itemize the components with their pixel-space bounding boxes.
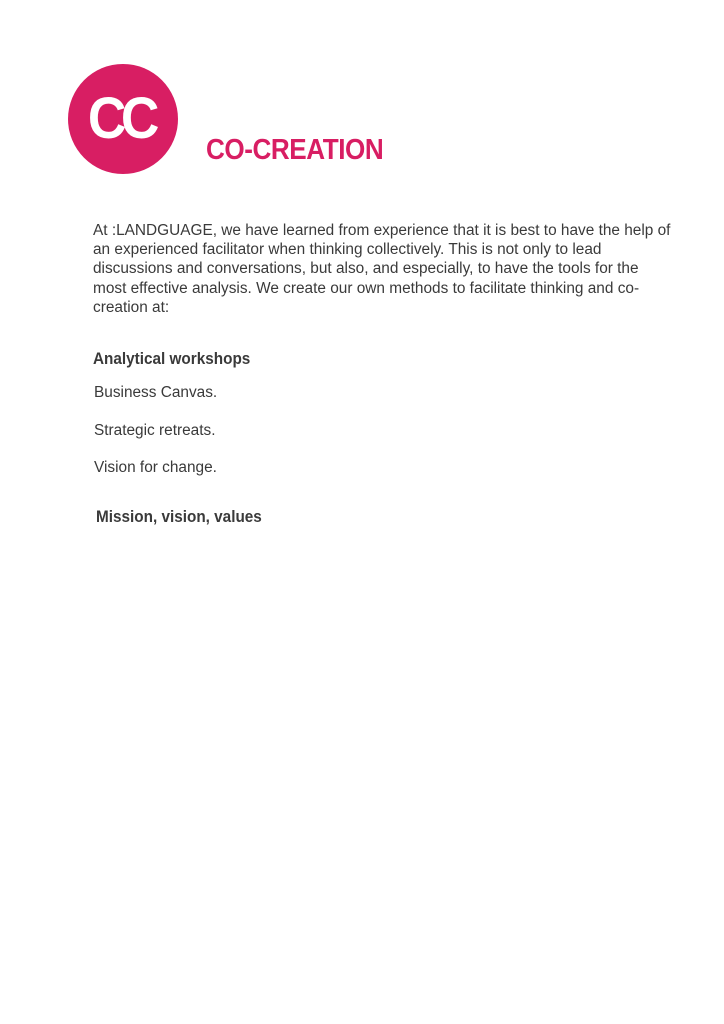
badge-text: CC — [87, 86, 155, 151]
co-creation-badge-logo — [68, 64, 178, 174]
section-heading-mission-vision-values: Mission, vision, values — [96, 507, 262, 526]
intro-paragraph: At :LANDGUAGE, we have learned from experience that it is best to have the help of an experienced facilitator when thinking collectively. This is not only to lead discussions and conversations, but also, and especially, to have the tools for the most effective analysis. We create our own methods to facilitate thinking and co-creation at: — [93, 222, 671, 316]
page-title: CO-CREATION — [206, 134, 384, 166]
list-item: Strategic retreats. — [94, 421, 216, 439]
list-item: Vision for change. — [94, 459, 217, 476]
list-item: Business Canvas. — [94, 384, 218, 401]
section-heading-analytical-workshops: Analytical workshops — [93, 349, 251, 368]
workshops-list — [94, 383, 217, 496]
